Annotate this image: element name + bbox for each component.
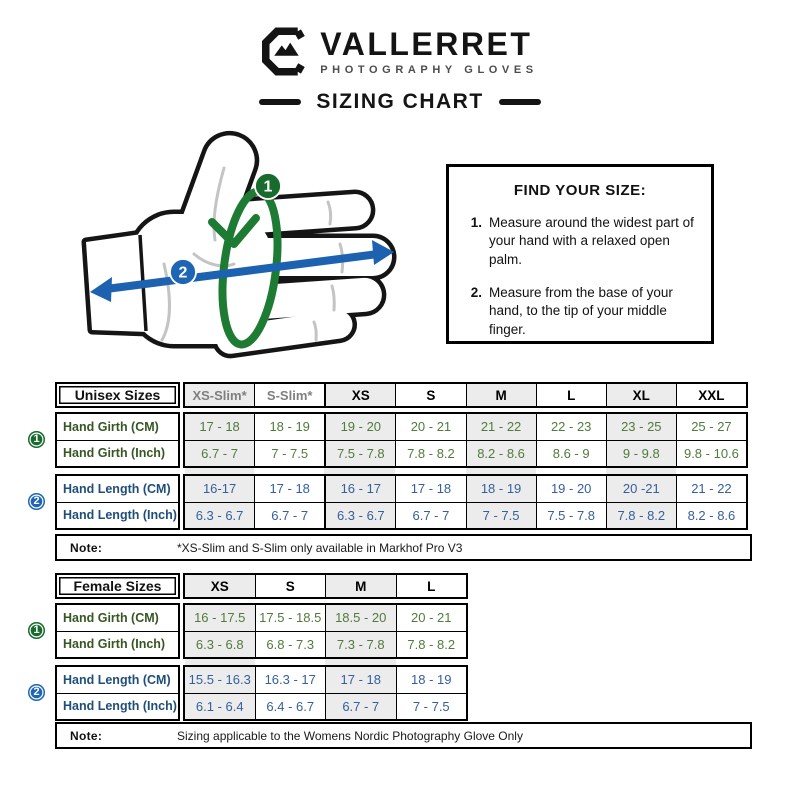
length-marker-badge: [170, 259, 196, 285]
col-header: XXL: [676, 384, 746, 406]
svg-text:2: 2: [178, 264, 188, 282]
table-cell: 21 - 22: [466, 414, 536, 440]
table-cell: 8.2 - 8.6: [466, 441, 536, 467]
female-length-rows: [55, 665, 468, 721]
instruction-list: [449, 214, 711, 339]
female-girth-rows: [55, 603, 468, 659]
row-label: Hand Girth (CM): [63, 419, 159, 434]
unisex-table-title: Unisex Sizes: [55, 382, 180, 408]
table-cell: 7.5 - 7.8: [324, 441, 395, 467]
table-cell: 6.7 - 7: [395, 503, 465, 529]
step-number: 1.: [470, 215, 482, 230]
instruction-step: [465, 214, 699, 269]
page-title: SIZING CHART: [316, 90, 484, 113]
brand-logo-row: [262, 26, 537, 77]
brand-name: VALLERRET: [320, 25, 533, 62]
unisex-length-rows: [55, 474, 748, 530]
female-header-row: [55, 573, 468, 599]
col-header: M: [325, 575, 396, 597]
length-marker-badge: 2: [28, 493, 45, 510]
table-cell: 20 -21: [606, 476, 676, 502]
page-title-row: [259, 90, 540, 114]
table-cell: 7.8 - 8.2: [606, 503, 676, 529]
table-cell: 19 - 20: [324, 414, 395, 440]
table-cell: 9.8 - 10.6: [676, 441, 746, 467]
brand-tagline: PHOTOGRAPHY GLOVES: [320, 63, 538, 76]
unisex-size-table: [55, 382, 748, 530]
table-cell: 15.5 - 16.3: [185, 667, 255, 693]
table-cell: 23 - 25: [606, 414, 676, 440]
svg-text:1: 1: [263, 178, 273, 196]
note-label: Note:: [70, 540, 103, 555]
table-cell: 7.8 - 8.2: [395, 441, 465, 467]
table-cell: 6.3 - 6.8: [185, 632, 255, 658]
table-cell: 16 - 17: [324, 476, 395, 502]
hand-illustration: [76, 126, 424, 374]
girth-marker-badge: 1: [28, 622, 45, 639]
col-header: S-Slim*: [254, 384, 324, 406]
step-text: Measure around the widest part of your hand with a relaxed open palm.: [489, 215, 694, 267]
brand-text: [320, 25, 538, 76]
table-cell: 6.3 - 6.7: [185, 503, 254, 529]
table-cell: 7.8 - 8.2: [396, 632, 467, 658]
find-your-size-box: [446, 164, 714, 344]
title-dash-right: [499, 99, 541, 105]
table-cell: 21 - 22: [676, 476, 746, 502]
mountain-glyph: [274, 43, 298, 56]
unisex-girth-rows: [55, 412, 748, 468]
row-label: Hand Length (Inch): [57, 693, 178, 720]
table-cell: 16.3 - 17: [255, 667, 326, 693]
table-cell: 17 - 18: [325, 667, 396, 693]
find-your-size-title: FIND YOUR SIZE:: [513, 182, 647, 199]
col-header: XS: [185, 575, 255, 597]
table-cell: 6.7 - 7: [185, 441, 254, 467]
table-cell: 7 - 7.5: [396, 694, 467, 720]
table-cell: 9 - 9.8: [606, 441, 676, 467]
brand-header: [0, 26, 800, 114]
table-cell: 8.2 - 8.6: [676, 503, 746, 529]
table-cell: 20 - 21: [396, 605, 467, 631]
table-cell: 6.4 - 6.7: [255, 694, 326, 720]
table-cell: 18.5 - 20: [325, 605, 396, 631]
row-label: Hand Girth (Inch): [57, 440, 178, 467]
table-cell: 6.8 - 7.3: [255, 632, 326, 658]
table-cell: 7.5 - 7.8: [536, 503, 606, 529]
unisex-header-row: [55, 382, 748, 408]
col-header: L: [536, 384, 606, 406]
table-cell: 19 - 20: [536, 476, 606, 502]
note-text: Sizing applicable to the Womens Nordic Photography Glove Only: [177, 728, 523, 743]
girth-marker-badge: 1: [28, 431, 45, 448]
girth-marker-badge: [255, 173, 281, 199]
title-dash-left: [259, 99, 301, 105]
table-cell: 6.7 - 7: [325, 694, 396, 720]
instruction-step: [465, 284, 699, 339]
note-label: Note:: [70, 728, 103, 743]
step-text: Measure from the base of your hand, to the tip of your middle finger.: [489, 285, 673, 337]
table-cell: 7 - 7.5: [254, 441, 324, 467]
note-text: *XS-Slim and S-Slim only available in Markhof Pro V3: [177, 540, 463, 555]
col-header: XS-Slim*: [185, 384, 254, 406]
col-header: XS: [324, 384, 395, 406]
vallerret-logo-icon: [262, 26, 309, 77]
table-cell: 16 - 17.5: [185, 605, 255, 631]
col-header: XL: [606, 384, 676, 406]
row-label: Hand Girth (CM): [63, 610, 159, 625]
table-cell: 16-17: [185, 476, 254, 502]
step-number: 2.: [470, 285, 482, 301]
table-cell: 17.5 - 18.5: [255, 605, 326, 631]
table-cell: 17 - 18: [254, 476, 324, 502]
female-table-title: Female Sizes: [55, 573, 180, 599]
table-cell: 18 - 19: [466, 476, 536, 502]
female-size-table: [55, 573, 468, 721]
table-cell: 18 - 19: [396, 667, 467, 693]
table-cell: 25 - 27: [676, 414, 746, 440]
table-cell: 7 - 7.5: [466, 503, 536, 529]
col-header: S: [255, 575, 326, 597]
table-cell: 20 - 21: [395, 414, 465, 440]
row-label: Hand Length (CM): [63, 672, 171, 687]
female-note-box: [55, 722, 752, 749]
unisex-note-box: [55, 534, 752, 561]
length-marker-badge: 2: [28, 684, 45, 701]
row-label: Hand Girth (Inch): [57, 631, 178, 658]
table-cell: 22 - 23: [536, 414, 606, 440]
table-cell: 7.3 - 7.8: [325, 632, 396, 658]
col-header: S: [395, 384, 465, 406]
table-cell: 6.3 - 6.7: [324, 503, 395, 529]
col-header: L: [396, 575, 467, 597]
row-label: Hand Length (Inch): [57, 502, 178, 529]
row-label: Hand Length (CM): [63, 481, 171, 496]
table-cell: 6.7 - 7: [254, 503, 324, 529]
table-cell: 6.1 - 6.4: [185, 694, 255, 720]
col-header: M: [466, 384, 536, 406]
table-cell: 17 - 18: [395, 476, 465, 502]
table-cell: 18 - 19: [254, 414, 324, 440]
table-cell: 17 - 18: [185, 414, 254, 440]
table-cell: 8.6 - 9: [536, 441, 606, 467]
